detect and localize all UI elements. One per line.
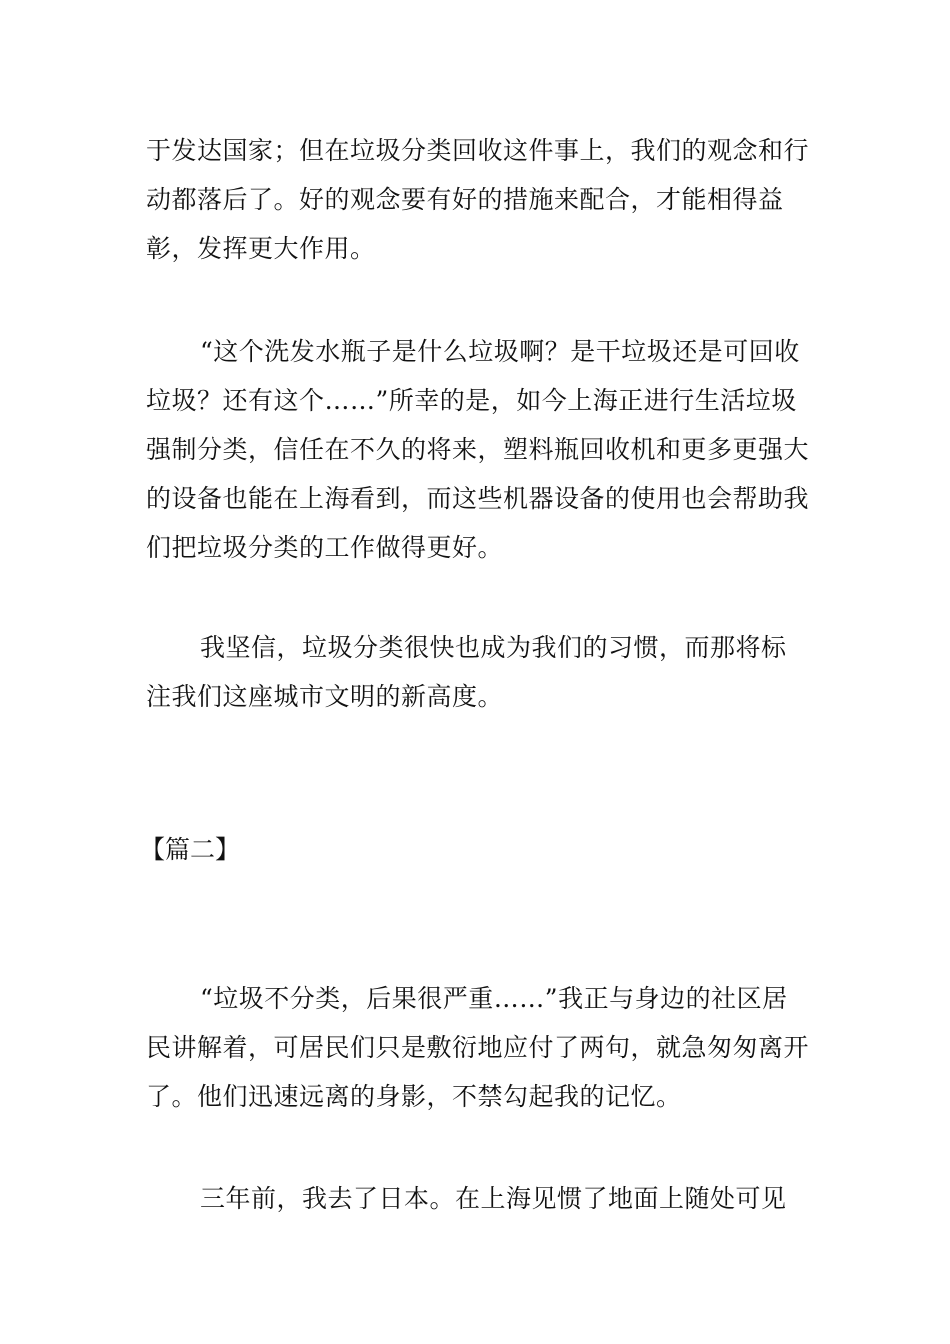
paragraph-conviction: 我坚信，垃圾分类很快也成为我们的习惯，而那将标注我们这座城市文明的新高度。 [146,633,787,711]
paragraph-shampoo-bottle: “这个洗发水瓶子是什么垃圾啊？是干垃圾还是可回收垃圾？还有这个……”所幸的是，如今上海正进行生活垃圾强制分类，信任在不久的将来，塑料瓶回收机和更多更强大的设备也能在上海看到，而这些机器设备的使用也会帮助我们把垃圾分类的工作做得更好。 [146,337,810,562]
paragraph-community-residents: “垃圾不分类，后果很严重……”我正与身边的社区居民讲解着，可居民们只是敷衍地应付了两句，就急匆匆离开了。他们迅速远离的身影，不禁勾起我的记忆。 [146,984,810,1111]
paragraph-continued: 于发达国家；但在垃圾分类回收这件事上，我们的观念和行动都落后了。好的观念要有好的措施来配合，才能相得益彰，发挥更大作用。 [146,136,810,263]
section-heading: 【篇二】 [140,835,241,864]
paragraph-japan-trip: 三年前，我去了日本。在上海见惯了地面上随处可见 [200,1184,787,1213]
